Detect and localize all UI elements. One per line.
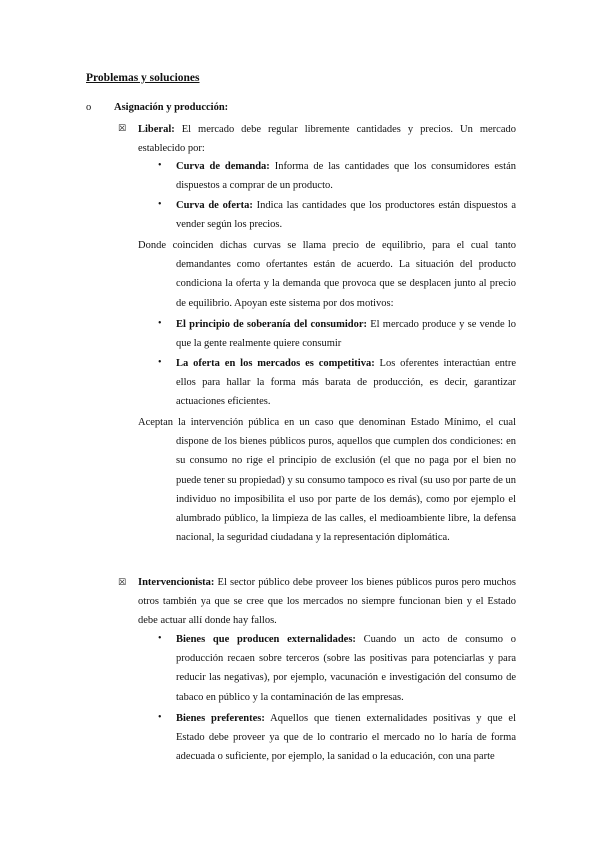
section-bullet-marker: o — [86, 102, 92, 113]
bullet-externalidades — [176, 630, 516, 707]
intervencionista-label: Intervencionista: — [138, 577, 215, 588]
bullet-text: Cuando un acto de consumo o producción recaen sobre terceros (sobre las positivas para potenciarlas y para reducir las negativas), por ejemplo, vacunación e investigación del consumo de tabaco en público y la contaminación de las empresas. — [176, 634, 517, 703]
bullet-label: Bienes preferentes: — [176, 713, 265, 724]
page-title: Problemas y soluciones — [86, 72, 200, 84]
bullet-icon: • — [158, 712, 162, 723]
liberal-paragraph — [138, 120, 516, 158]
bullet-label: El principio de soberanía del consumidor: — [176, 319, 368, 330]
bullet-text: Indica las cantidades que los productores están dispuestos a vender según los precios. — [176, 200, 516, 231]
bullet-label: Curva de demanda: — [176, 161, 270, 172]
liberal-text: El mercado debe regular libremente cantidades y precios. Un mercado establecido por: — [138, 124, 516, 155]
paragraph-estado-minimo: Aceptan la intervención pública en un caso que denominan Estado Mínimo, el cual dispone de los bienes públicos puros, aquellos que cumplen dos condiciones: en su consumo no rige el principio de exclusión (el que no paga por el bien no puede tener su propiedad) y su consumo tampoco es rival (su uso por parte de un individuo no imposibilita el uso por parte de los demás), como por ejemplo el alumbrado público, la limpieza de las calles, el medioambiente libre, la defensa nacional, la seguridad ciudadana y la representación diplomática. — [138, 417, 516, 544]
bullet-label: Curva de oferta: — [176, 200, 253, 211]
bullet-text: Informa de las cantidades que los consumidores están dispuestos a comprar de un producto. — [176, 161, 516, 192]
bullet-soberania-consumidor — [176, 315, 516, 353]
liberal-label: Liberal: — [138, 124, 175, 135]
checkbox-icon: ☒ — [118, 578, 127, 588]
bullet-bienes-preferentes — [176, 709, 516, 767]
bullet-text: El mercado produce y se vende lo que la gente realmente quiere consumir — [176, 319, 516, 350]
bullet-curva-demanda — [176, 157, 516, 195]
paragraph-precio-equilibrio: Donde coinciden dichas curvas se llama precio de equilibrio, para el cual tanto demandantes como ofertantes están de acuerdo. La situación del producto condiciona la oferta y la demanda que provoca que se desplacen junto al precio de equilibrio. Apoyan este sistema por dos motivos: — [138, 240, 516, 309]
bullet-label: La oferta en los mercados es competitiva: — [176, 358, 375, 369]
intervencionista-paragraph — [138, 573, 516, 631]
bullet-icon: • — [158, 318, 162, 329]
bullet-icon: • — [158, 160, 162, 171]
bullet-curva-oferta — [176, 196, 516, 234]
bullet-oferta-competitiva — [176, 354, 516, 412]
intervencionista-text: El sector público debe proveer los bienes públicos puros pero muchos otros también ya que se cree que los mercados no siempre funcionan bien y el Estado debe actuar allí donde hay fallos. — [138, 577, 516, 627]
bullet-text: Los oferentes interactúan entre ellos para hallar la forma más barata de producción, es decir, garantizar actuaciones eficientes. — [176, 358, 516, 408]
checkbox-icon: ☒ — [118, 124, 127, 134]
bullet-icon: • — [158, 633, 162, 644]
bullet-text: Aquellos que tienen externalidades positivas y que el Estado debe proveer ya que de lo contrario el mercado no lo haría de forma adecuada o suficiente, por ejemplo, la sanidad o la educación, con una parte — [176, 713, 516, 763]
bullet-icon: • — [158, 357, 162, 368]
section-heading: Asignación y producción: — [114, 102, 229, 113]
bullet-icon: • — [158, 199, 162, 210]
bullet-label: Bienes que producen externalidades: — [176, 634, 356, 645]
